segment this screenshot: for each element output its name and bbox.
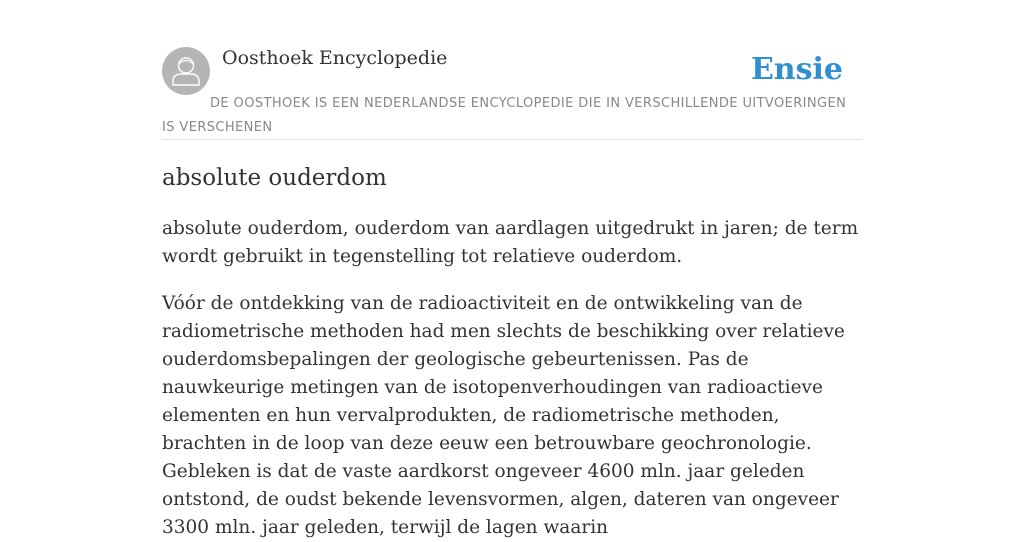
- article-title: absolute ouderdom: [162, 165, 387, 191]
- article-paragraph-body: Vóór de ontdekking van de radioactiviteit en de ontwikkeling van de radiometrische methoden had men slechts de beschikking over relatieve ouderdomsbepalingen der geologische gebeurtenissen. Pas de nauwkeurige metingen van de isotopenverhoudingen van radioactieve elementen en hun vervalprodukten, de radiometrische methoden, brachten in de loop van deze eeuw een betrouwbare geochronologie. Gebleken is dat de vaste aardkorst ongeveer 4600 mln. jaar geleden ontstond, de oudst bekende levensvormen, algen, dateren van ongeveer 3300 mln. jaar geleden, terwijl de lagen waarin: [162, 293, 845, 538]
- site-name[interactable]: Oosthoek Encyclopedie: [222, 47, 448, 69]
- article: [162, 162, 862, 542]
- article-paragraph-definition: absolute ouderdom, ouderdom van aardlagen uitgedrukt in jaren; de term wordt gebruikt in tegenstelling tot relatieve ouderdom.: [162, 218, 859, 267]
- ensie-logo[interactable]: Ensie: [750, 52, 843, 87]
- site-tagline: DE OOSTHOEK IS EEN NEDERLANDSE ENCYCLOPEDIE DIE IN VERSCHILLENDE UITVOERINGEN IS VERSCHENEN: [162, 96, 847, 135]
- user-avatar-icon[interactable]: [162, 47, 210, 95]
- site-header: [162, 46, 862, 140]
